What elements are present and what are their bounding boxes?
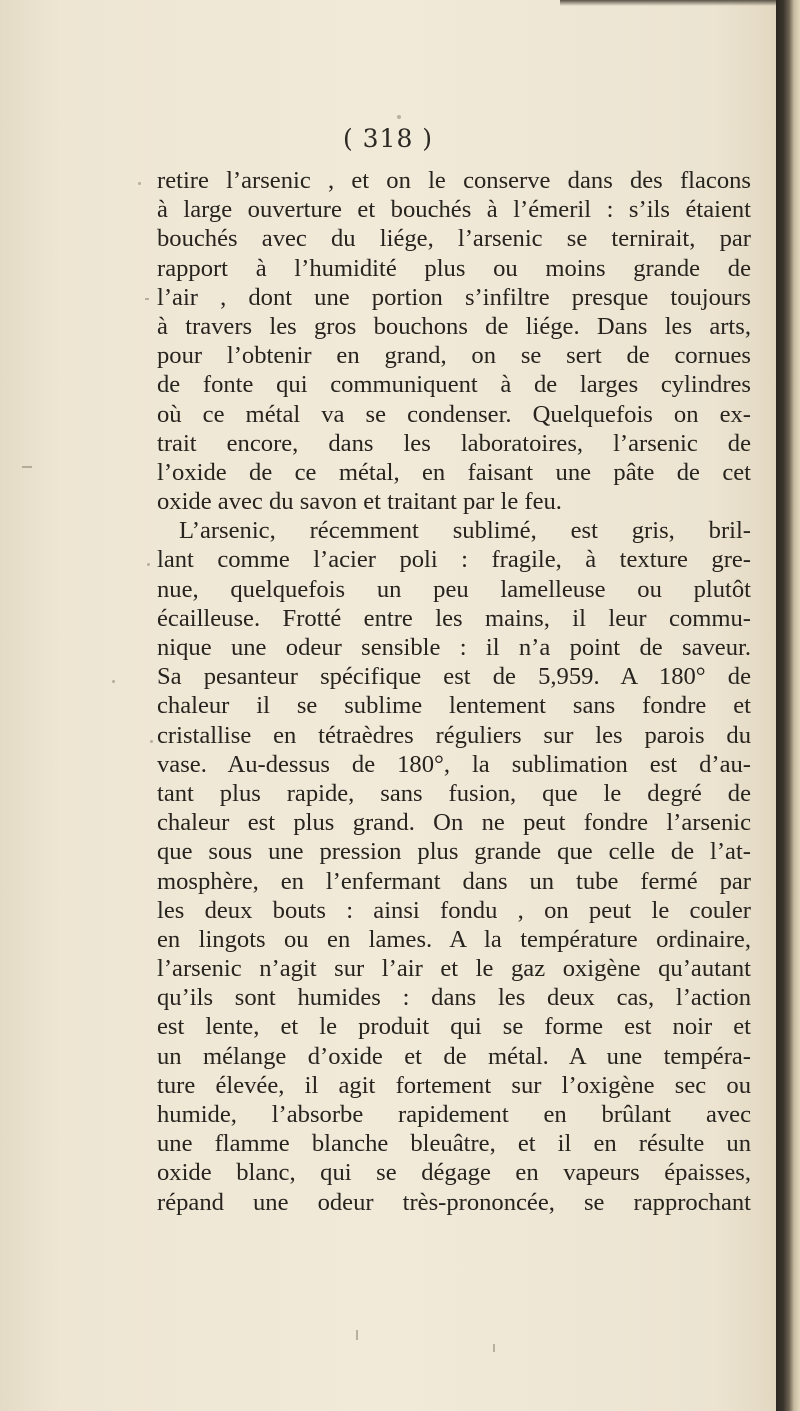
ink-speck <box>22 466 32 468</box>
book-spine-edge <box>776 0 800 1411</box>
text-line: nue, quelquefois un peu lamelleuse ou plutôt <box>157 575 751 603</box>
text-line: retire l’arsenic , et on le conserve dans des flacons <box>157 167 751 194</box>
text-line: répand une odeur très-prononcée, se rapprochant <box>157 1188 751 1216</box>
text-line: où ce métal va se condenser. Quelquefois on ex- <box>157 400 751 428</box>
ink-speck <box>112 680 115 683</box>
text-line: lant comme l’acier poli : fragile, à texture gre- <box>157 546 751 574</box>
text-line: chaleur il se sublime lentement sans fondre et <box>157 692 751 720</box>
text-line: qu’ils sont humides : dans les deux cas, l’action <box>157 984 751 1012</box>
text-line: que sous une pression plus grande que celle de l’at- <box>157 838 751 866</box>
text-line: Sa pesanteur spécifique est de 5,959. A 180° de <box>157 663 751 691</box>
text-line: chaleur est plus grand. On ne peut fondre l’arsenic <box>157 809 751 837</box>
text-line: ture élevée, il agit fortement sur l’oxigène sec ou <box>157 1071 751 1099</box>
text-line: est lente, et le produit qui se forme est noir et <box>157 1013 751 1041</box>
text-line: écailleuse. Frotté entre les mains, il leur commu- <box>157 604 751 632</box>
text-line: en lingots ou en lames. A la température ordinaire, <box>157 925 751 953</box>
text-line: pour l’obtenir en grand, on se sert de cornues <box>157 342 751 370</box>
text-line: une flamme blanche bleuâtre, et il en résulte un <box>157 1130 751 1158</box>
body-text <box>157 166 751 1217</box>
text-line: nique une odeur sensible : il n’a point de saveur. <box>157 634 751 661</box>
text-line: un mélange d’oxide et de métal. A une tempéra- <box>157 1042 751 1070</box>
ink-speck <box>397 115 401 119</box>
text-line: oxide blanc, qui se dégage en vapeurs épaisses, <box>157 1159 751 1187</box>
text-line: l’arsenic n’agit sur l’air et le gaz oxigène qu’autant <box>157 955 751 983</box>
ink-speck <box>147 563 150 566</box>
text-line: l’air , dont une portion s’infiltre presque toujours <box>157 283 751 311</box>
text-line: rapport à l’humidité plus ou moins grande de <box>157 254 751 282</box>
ink-speck <box>493 1344 495 1352</box>
text-line: vase. Au-dessus de 180°, la sublimation est d’au- <box>157 750 751 778</box>
text-line: à travers les gros bouchons de liége. Dans les arts, <box>157 312 751 340</box>
text-line: mosphère, en l’enfermant dans un tube fermé par <box>157 867 751 895</box>
text-line: l’oxide de ce métal, en faisant une pâte de cet <box>157 458 751 486</box>
ink-speck <box>150 740 153 743</box>
text-line: trait encore, dans les laboratoires, l’arsenic de <box>157 429 751 457</box>
ink-speck <box>356 1330 358 1340</box>
page-number: ( 318 ) <box>342 124 434 153</box>
text-line: les deux bouts : ainsi fondu , on peut le couler <box>157 896 751 924</box>
text-line: oxide avec du savon et traitant par le feu. <box>157 488 562 516</box>
text-line: humide, l’absorbe rapidement en brûlant avec <box>157 1101 751 1128</box>
ink-speck <box>138 182 141 185</box>
page-top-shadow <box>560 0 776 6</box>
text-line: bouchés avec du liége, l’arsenic se ternirait, par <box>157 225 751 253</box>
text-line: à large ouverture et bouchés à l’émeril : s’ils étaient <box>157 196 751 224</box>
ink-speck <box>145 298 149 300</box>
text-line: tant plus rapide, sans fusion, que le degré de <box>157 779 751 807</box>
text-line: cristallise en tétraèdres réguliers sur les parois du <box>157 721 751 749</box>
text-line: de fonte qui communiquent à de larges cylindres <box>157 371 751 399</box>
text-line: L’arsenic, récemment sublimé, est gris, bril- <box>179 517 751 545</box>
